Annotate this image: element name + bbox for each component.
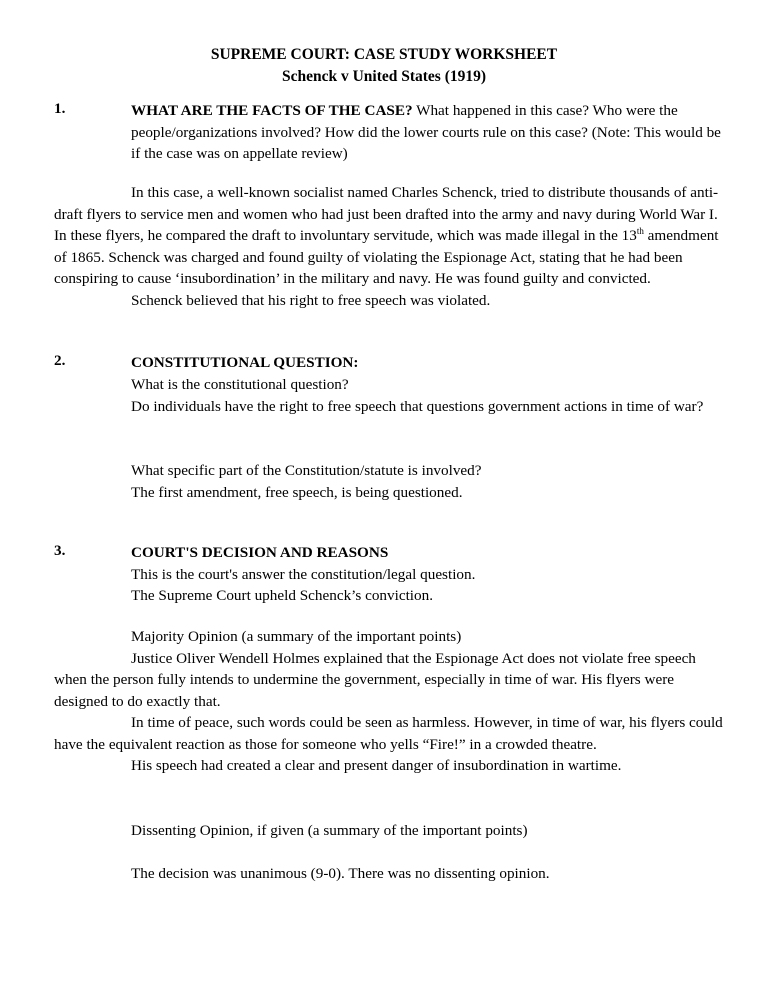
- dissent-heading: Dissenting Opinion, if given (a summary of the important points): [131, 822, 528, 839]
- section-1-answer: [54, 182, 724, 311]
- section-1-prompt-text: What happened in this case? Who were the people/organizations involved? How did the lower courts rule on this case? (Note: This would be if the case was on appellate review): [131, 102, 721, 162]
- section-1-answer-2: Schenck believed that his right to free speech was violated.: [131, 291, 491, 309]
- section-2-question: [54, 374, 724, 417]
- case-name: Schenck v United States (1919): [281, 68, 487, 85]
- section-2-question-answer: Do individuals have the right to free speech that questions government actions in time of war?: [131, 397, 704, 415]
- section-1-number: 1.: [54, 100, 66, 117]
- section-3-number: 3.: [54, 542, 66, 559]
- section-1-prompt: [131, 100, 721, 165]
- section-2-question-prompt: What is the constitutional question?: [131, 376, 349, 393]
- majority-heading: Majority Opinion (a summary of the important points): [131, 628, 462, 645]
- page-title: SUPREME COURT: CASE STUDY WORKSHEET: [210, 46, 558, 63]
- majority-paragraph-2: In time of peace, such words could be seen as harmless. However, in time of war, his flyers could have the equivalent reaction as those for someone who yells “Fire!” in a crowded theatre.: [54, 714, 723, 753]
- section-3-line2: The Supreme Court upheld Schenck’s conviction.: [131, 587, 433, 604]
- section-1-answer-part1: In this case, a well-known socialist named Charles Schenck, tried to distribute thousands of anti-draft flyers to service men and women who had just been drafted into the army and navy during World War I. In these flyers, he compared the draft to involuntary servitude, which was made illegal in the 13: [54, 184, 719, 244]
- title-block: [0, 44, 768, 88]
- section-3-heading-block: [131, 542, 721, 607]
- section-3-majority: [54, 626, 724, 777]
- section-3-line1: This is the court's answer the constitution/legal question.: [131, 565, 476, 583]
- section-1-heading: WHAT ARE THE FACTS OF THE CASE?: [131, 102, 413, 119]
- section-3-dissent: [131, 820, 721, 884]
- section-2-part-prompt: What specific part of the Constitution/statute is involved?: [131, 462, 482, 479]
- majority-paragraph-3: His speech had created a clear and present danger of insubordination in wartime.: [131, 757, 622, 774]
- dissent-text: The decision was unanimous (9-0). There was no dissenting opinion.: [131, 864, 550, 882]
- section-2-part: [131, 460, 721, 503]
- section-1-answer-part2: amendment of 1865. Schenck was charged and found guilty of violating the Espionage Act, stating that he had been conspiring to cause ‘insubordination’ in the military and navy. He was found guilty and convicted.: [54, 227, 719, 287]
- section-2-part-answer: The first amendment, free speech, is being questioned.: [131, 483, 463, 501]
- majority-paragraph-1: Justice Oliver Wendell Holmes explained that the Espionage Act does not violate free speech when the person fully intends to undermine the government, especially in time of war. His flyers were designed to do exactly that.: [54, 649, 696, 710]
- section-2-number: 2.: [54, 352, 66, 369]
- section-1-answer-sup: th: [636, 225, 644, 236]
- section-2-heading-block: [131, 352, 721, 374]
- section-2-heading: CONSTITUTIONAL QUESTION:: [131, 354, 359, 371]
- section-3-heading: COURT'S DECISION AND REASONS: [131, 544, 389, 561]
